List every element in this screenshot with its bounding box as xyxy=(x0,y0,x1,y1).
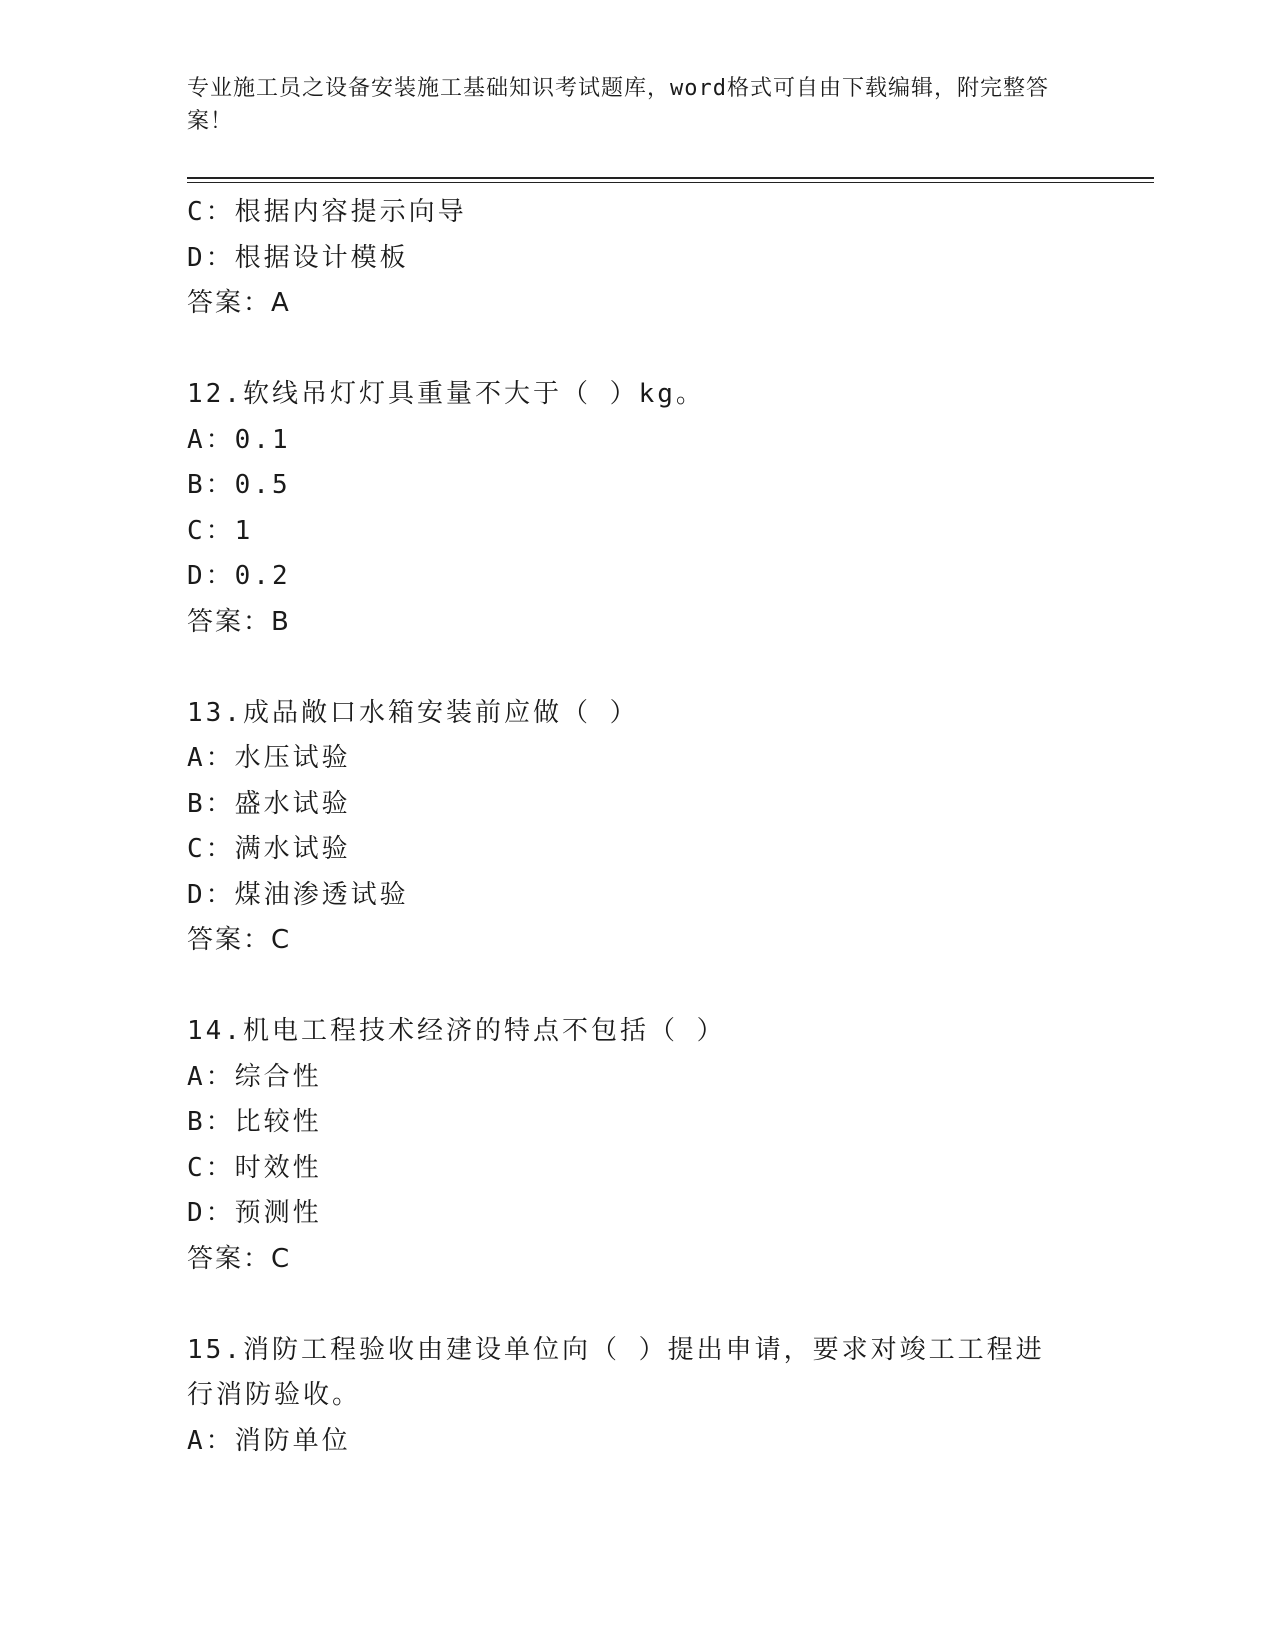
option-d: D：根据设计模板 xyxy=(187,242,409,273)
spacer xyxy=(187,1282,1087,1328)
answer-line: 答案：B xyxy=(187,606,291,637)
spacer xyxy=(187,645,1087,691)
option-b: B：盛水试验 xyxy=(187,788,351,819)
option-a: A：水压试验 xyxy=(187,743,351,773)
answer-line: 答案：C xyxy=(187,1243,292,1274)
header-divider-thick xyxy=(187,177,1154,179)
document-header: 专业施工员之设备安装施工基础知识考试题库，word格式可自由下载编辑，附完整答案！ xyxy=(187,76,1049,134)
question-12 xyxy=(187,372,1087,645)
option-c: C：时效性 xyxy=(187,1152,322,1183)
option-a: A：消防单位 xyxy=(187,1425,351,1456)
carryover-block xyxy=(187,190,1087,327)
option-c: C：满水试验 xyxy=(187,834,351,864)
option-c: C：1 xyxy=(187,515,254,546)
option-d: D：预测性 xyxy=(187,1198,322,1228)
option-b: B：比较性 xyxy=(187,1107,322,1137)
option-a: A：0.1 xyxy=(187,424,291,455)
option-b: B：0.5 xyxy=(187,470,291,500)
option-c: C：根据内容提示向导 xyxy=(187,197,467,227)
spacer xyxy=(187,964,1087,1010)
question-stem: 13.成品敞口水箱安装前应做（ ） xyxy=(187,697,639,728)
question-stem: 15.消防工程验收由建设单位向（ ）提出申请，要求对竣工工程进行消防验收。 xyxy=(187,1334,1045,1410)
question-15 xyxy=(187,1328,1087,1465)
question-stem: 12.软线吊灯灯具重量不大于（ ）kg。 xyxy=(187,379,705,409)
question-stem: 14.机电工程技术经济的特点不包括（ ） xyxy=(187,1016,726,1046)
option-d: D：0.2 xyxy=(187,561,291,591)
spacer xyxy=(187,327,1087,373)
question-14 xyxy=(187,1009,1087,1282)
option-a: A：综合性 xyxy=(187,1061,322,1092)
answer-line: 答案：C xyxy=(187,925,292,955)
question-list xyxy=(187,190,1087,1464)
option-d: D：煤油渗透试验 xyxy=(187,879,409,910)
answer-line: 答案：A xyxy=(187,288,291,318)
header-divider-thin xyxy=(187,182,1154,183)
question-13 xyxy=(187,691,1087,964)
